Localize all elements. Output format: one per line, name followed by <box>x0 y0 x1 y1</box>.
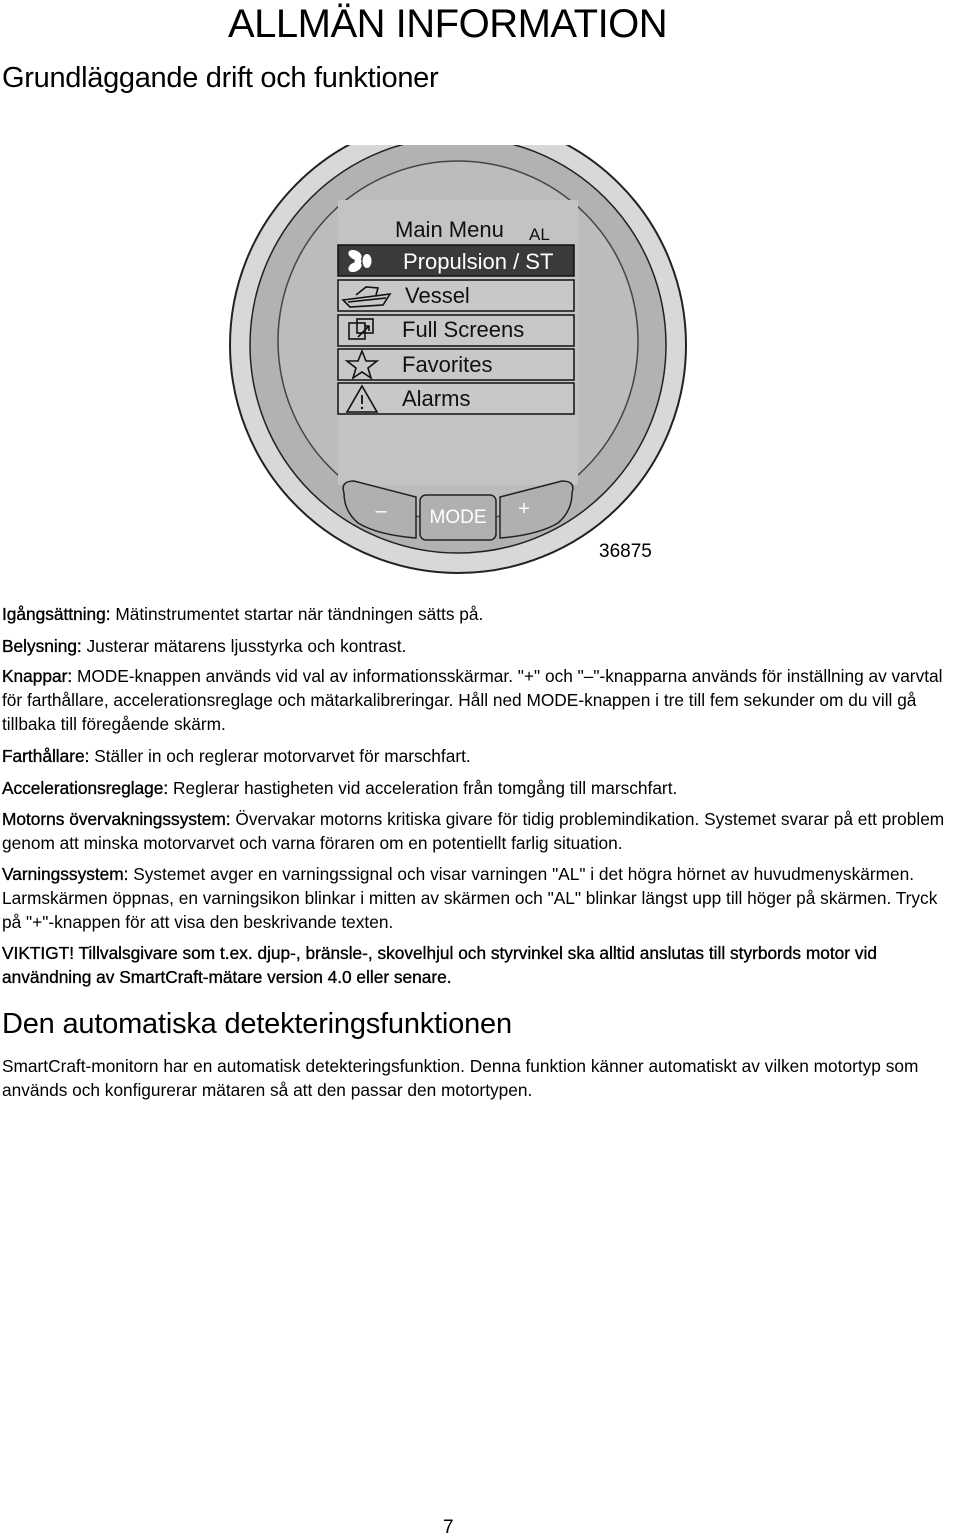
menu-item-label: Full Screens <box>402 317 525 342</box>
paragraph-acceleration <box>2 776 960 800</box>
menu-item-label: Vessel <box>405 283 470 308</box>
paragraph-startup <box>2 602 960 626</box>
section2-title: Den automatiska detekteringsfunktionen <box>2 1008 512 1040</box>
menu-item-alarms[interactable] <box>338 383 574 414</box>
chapter-title: ALLMÄN INFORMATION <box>228 2 668 46</box>
term-label: Accelerationsreglage: <box>2 778 169 798</box>
menu-item-label: Alarms <box>402 386 471 411</box>
term-label: Motorns övervakningssystem: <box>2 809 231 829</box>
menu-item-propulsion[interactable] <box>338 245 574 276</box>
term-label: Varningssystem: <box>2 864 129 884</box>
mode-button-label: MODE <box>429 507 487 528</box>
plus-button-label: + <box>518 498 530 520</box>
menu-item-label: Propulsion / ST <box>403 249 554 274</box>
menu-item-favorites[interactable] <box>338 349 574 380</box>
term-label: Igångsättning: <box>2 604 111 624</box>
paragraph-cruise-control <box>2 744 960 768</box>
paragraph-text: Mätinstrumentet startar när tändningen sätts på. <box>110 604 484 624</box>
minus-button-label: – <box>375 500 387 522</box>
menu-title: Main Menu <box>395 217 504 242</box>
paragraph-text: Övervakar motorns kritiska givare för tidig problemindikation. Systemet svarar på ett problem genom att minska motorvarvet och varna föraren om en potentiellt farlig situation. <box>2 809 945 853</box>
paragraph-text: MODE-knappen används vid val av informationsskärmar. "+" och "–"-knapparna används för inställning av varvtal för farthållare, accelerationsreglage och mätarkalibreringar. Håll ned MODE-knappen i tre till fem sekunder om du vill gå tillbaka till föregående skärm. <box>2 666 943 734</box>
paragraph-text: Ställer in och reglerar motorvarvet för marschfart. <box>89 746 471 766</box>
section2-text: SmartCraft-monitorn har en automatisk detekteringsfunktion. Denna funktion känner automatiskt av vilken motortyp som används och konfigurerar mätaren så att den passar den motortypen. <box>2 1056 919 1100</box>
paragraph-lighting <box>2 634 960 658</box>
paragraph-text: Systemet avger en varningssignal och visar varningen "AL" i det högra hörnet av huvudmenyskärmen. Larmskärmen öppnas, en varningsikon blinkar i mitten av skärmen och "AL" blinkar längst upp till höger på skärmen. Tryck på "+"-knappen för att visa den beskrivande texten. <box>2 864 938 932</box>
paragraph-text: Justerar mätarens ljusstyrka och kontrast. <box>81 636 407 656</box>
important-note: VIKTIGT! Tillvalsgivare som t.ex. djup-, bränsle-, skovelhjul och styrvinkel ska alltid anslutas till styrbords motor vid användning av SmartCraft-mätare version 4.0 eller senare. <box>2 943 877 987</box>
paragraph-text: Reglerar hastigheten vid acceleration från tomgång till marschfart. <box>168 778 678 798</box>
section-title: Grundläggande drift och funktioner <box>2 62 439 94</box>
term-label: Knappar: <box>2 666 73 686</box>
alarm-indicator: AL <box>529 225 550 244</box>
menu-item-label: Favorites <box>402 352 493 377</box>
term-label: Farthållare: <box>2 746 90 766</box>
paragraph-warning-system <box>2 862 960 934</box>
gauge-illustration <box>228 145 688 575</box>
paragraph-engine-monitoring <box>2 807 960 855</box>
figure-number: 36875 <box>599 541 652 562</box>
menu-item-full-screens[interactable] <box>338 315 574 346</box>
term-label: Belysning: <box>2 636 82 656</box>
paragraph-buttons <box>2 664 960 736</box>
menu-item-vessel[interactable] <box>338 280 574 311</box>
page-number: 7 <box>443 1517 454 1538</box>
